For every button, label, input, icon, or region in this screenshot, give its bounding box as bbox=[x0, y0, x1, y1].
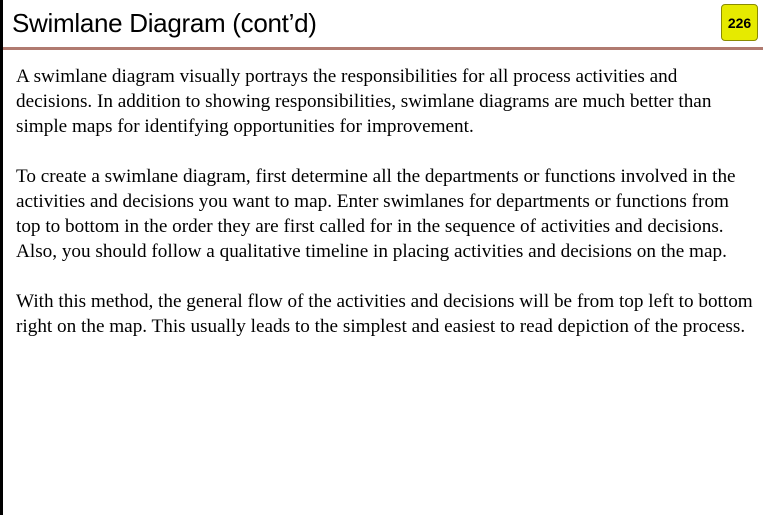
slide-body bbox=[16, 64, 754, 364]
body-paragraph-1: A swimlane diagram visually portrays the responsibilities for all process activities and decisions. In addition to showing responsibilities, swimlane diagrams are much better than simple maps for identifying opportunities for improvement. bbox=[16, 66, 712, 137]
left-border-rule bbox=[0, 0, 3, 515]
slide-title: Swimlane Diagram (cont’d) bbox=[12, 8, 317, 38]
page-number-badge: 226 bbox=[721, 4, 758, 41]
body-paragraph-2: To create a swimlane diagram, first determine all the departments or functions involved in the activities and decisions you want to map. Enter swimlanes for departments or functions from top to bottom in the order they are first called for in the sequence of activities and decisions. Also, you should follow a qualitative timeline in placing activities and decisions on the map. bbox=[16, 166, 736, 262]
header-divider bbox=[3, 47, 763, 50]
body-paragraph-3: With this method, the general flow of the activities and decisions will be from top left to bottom right on the map. This usually leads to the simplest and easiest to read depiction of the process. bbox=[16, 291, 753, 337]
